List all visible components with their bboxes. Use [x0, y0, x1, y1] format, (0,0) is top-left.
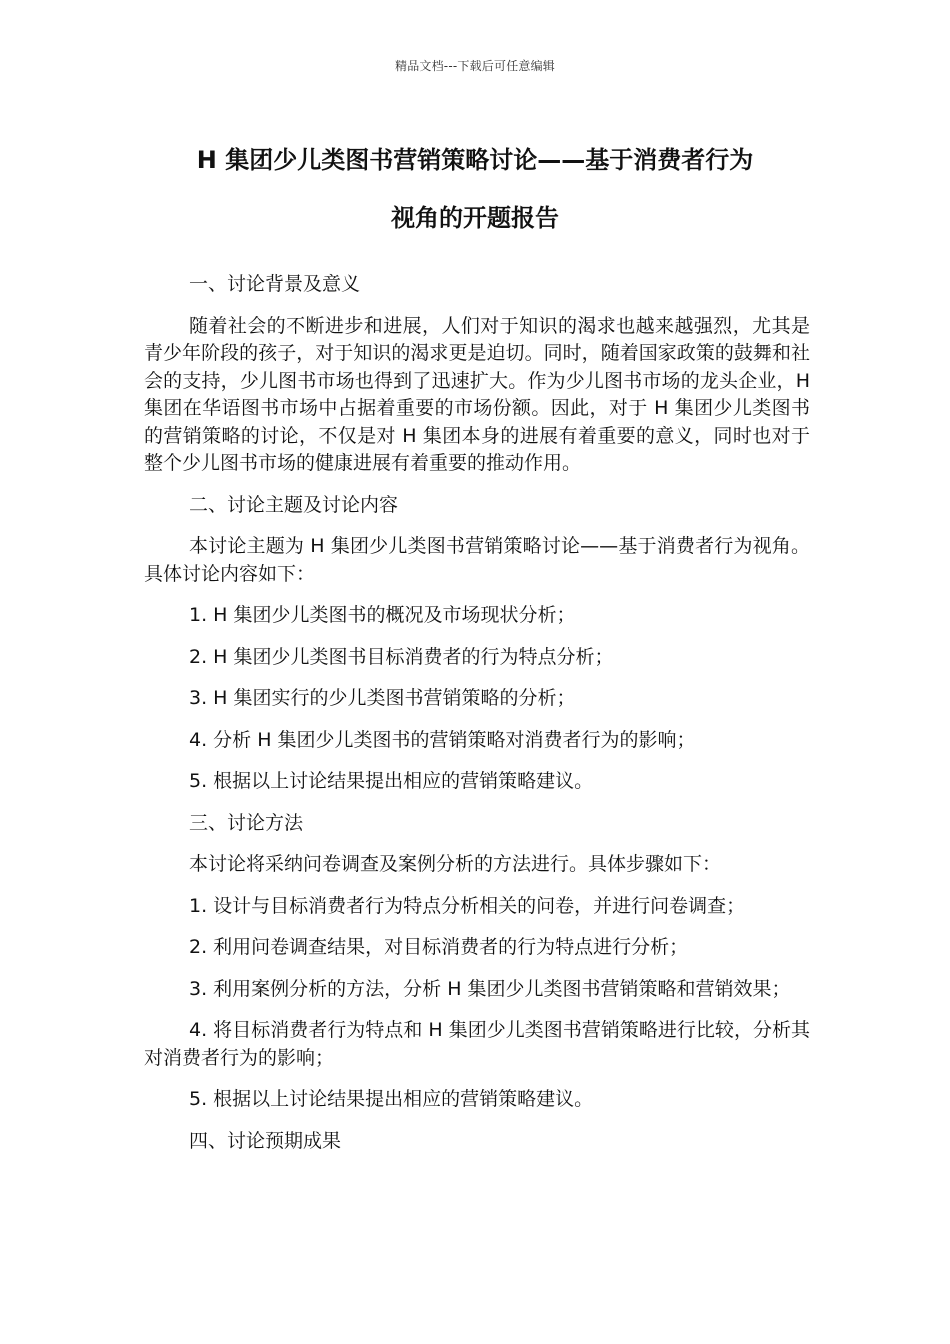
list-item: 3. 利用案例分析的方法，分析 H 集团少儿类图书营销策略和营销效果；: [189, 977, 791, 1000]
list-item: 1. 设计与目标消费者行为特点分析相关的问卷，并进行问卷调查；: [189, 894, 746, 917]
section-body-method: 本讨论将采纳问卷调查及案例分析的方法进行。具体步骤如下：: [189, 853, 722, 875]
list-item: 1. H 集团少儿类图书的概况及市场现状分析；: [189, 604, 576, 626]
list-item: 4. 分析 H 集团少儿类图书的营销策略对消费者行为的影响；: [189, 728, 696, 751]
list-item: 4. 将目标消费者行为特点和 H 集团少儿类图书营销策略进行比较，分析其对消费者行为的影响；: [144, 1019, 810, 1069]
section-body-topic: 本讨论主题为 H 集团少儿类图书营销策略讨论——基于消费者行为视角。具体讨论内容如下：: [144, 535, 810, 585]
list-item: 5. 根据以上讨论结果提出相应的营销策略建议。: [189, 770, 594, 792]
section-body-background: 随着社会的不断进步和进展，人们对于知识的渴求也越来越强烈，尤其是青少年阶段的孩子，对于知识的渴求更是迫切。同时，随着国家政策的鼓舞和社会的支持，少儿图书市场也得到了迅速扩大。作为少儿图书市场的龙头企业，H 集团在华语图书市场中占据着重要的市场份额。因此，对于 H 集团少儿类图书的营销策略的讨论，不仅是对 H 集团本身的进展有着重要的意义，同时也对于整个少儿图书市场的健康进展有着重要的推动作用。: [144, 314, 810, 474]
section-heading-background: 一、讨论背景及意义: [189, 273, 361, 295]
list-item: 2. H 集团少儿类图书目标消费者的行为特点分析；: [189, 645, 614, 668]
section-heading-outcomes: 四、讨论预期成果: [189, 1129, 342, 1152]
list-item: 5. 根据以上讨论结果提出相应的营销策略建议。: [189, 1088, 594, 1110]
list-item: 2. 利用问卷调查结果，对目标消费者的行为特点进行分析；: [189, 936, 689, 958]
section-heading-method: 三、讨论方法: [189, 811, 304, 834]
document-body: [144, 271, 810, 1155]
document-title-line1: H 集团少儿类图书营销策略讨论——基于消费者行为: [196, 146, 754, 174]
list-item: 3. H 集团实行的少儿类图书营销策略的分析；: [189, 687, 576, 709]
header-note: 精品文档---下载后可任意编辑: [395, 59, 555, 73]
section-heading-topic: 二、讨论主题及讨论内容: [189, 493, 399, 516]
document-title-line2: 视角的开题报告: [391, 204, 559, 232]
